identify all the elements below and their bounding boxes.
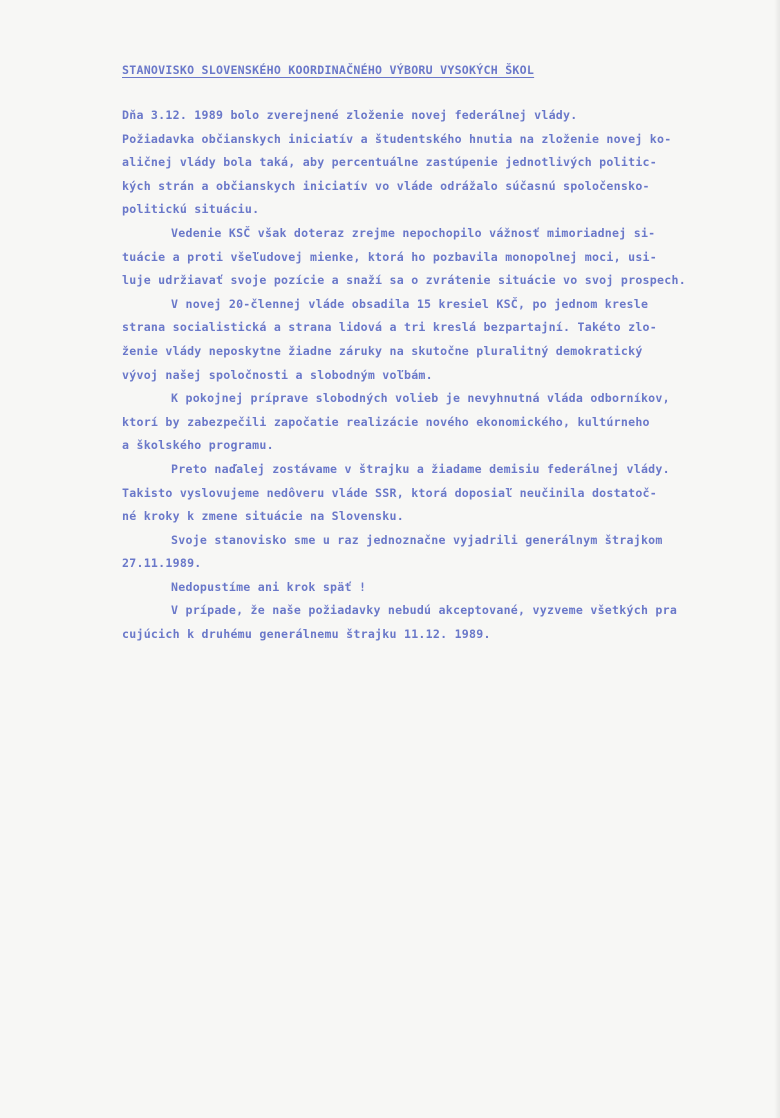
text-line: Preto naďalej zostávame v štrajku a žiadame demisiu federálnej vlády. (171, 461, 670, 476)
text-line: a školského programu. (122, 438, 274, 453)
text-line: Vedenie KSČ však doteraz zrejme nepochopilo vážnosť mimoriadnej si- (171, 225, 656, 240)
text-line: Nedopustíme ani krok späť ! (171, 579, 367, 594)
text-line: aličnej vlády bola taká, aby percentuálne zastúpenie jednotlivých politic- (122, 155, 658, 170)
text-line: 27.11.1989. (122, 556, 202, 571)
document-body (122, 104, 780, 647)
text-line: tuácie a proti všeľudovej mienke, ktorá ho pozbavila monopolnej moci, usi- (122, 249, 658, 264)
text-line: luje udržiavať svoje pozície a snaží sa o zvrátenie situácie vo svoj prospech. (122, 273, 686, 288)
text-line: K pokojnej príprave slobodných volieb je nevyhnutná vláda odborníkov, (171, 391, 670, 406)
text-line: Dňa 3.12. 1989 bolo zverejnené zloženie novej federálnej vlády. (122, 108, 578, 122)
text-line: ženie vlády neposkytne žiadne záruky na skutočne pluralitný demokratický (122, 343, 643, 358)
text-line: V novej 20-člennej vláde obsadila 15 kresiel KSČ, po jednom kresle (171, 296, 649, 311)
text-line: vývoj našej spoločnosti a slobodným voľbám. (122, 367, 433, 382)
text-line: politickú situáciu. (122, 202, 260, 217)
text-line: V prípade, že naše požiadavky nebudú akceptované, vyzveme všetkých pra (171, 603, 678, 618)
text-line: Požiadavka občianskych iniciatív a študentského hnutia na zloženie novej ko- (122, 131, 672, 146)
text-line: Takisto vyslovujeme nedôveru vláde SSR, ktorá doposiaľ neučinila dostatoč- (122, 485, 658, 500)
text-line: kých strán a občianskych iniciatív vo vláde odrážalo súčasnú spoločensko- (122, 178, 650, 193)
text-line: Svoje stanovisko sme u raz jednoznačne vyjadrili generálnym štrajkom (171, 532, 663, 547)
typewritten-text (122, 56, 780, 647)
document-title: STANOVISKO SLOVENSKÉHO KOORDINAČNÉHO VÝBORU VYSOKÝCH ŠKOL (122, 63, 535, 77)
text-line: ktorí by zabezpečili započatie realizácie nového ekonomického, kultúrneho (122, 414, 650, 429)
text-line: né kroky k zmene situácie na Slovensku. (122, 509, 404, 524)
text-line: cujúcich k druhému generálnemu štrajku 11.12. 1989. (122, 627, 491, 642)
text-line: strana socialistická a strana lidová a tri kreslá bezpartajní. Takéto zlo- (122, 320, 658, 335)
